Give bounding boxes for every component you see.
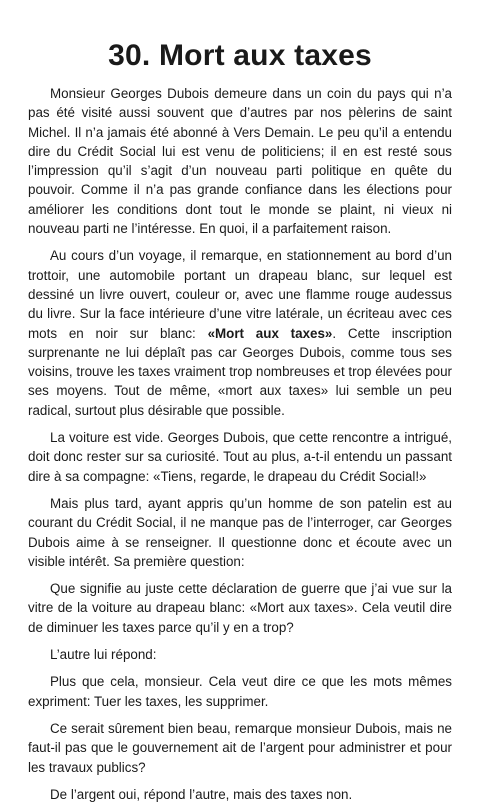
- paragraph-text: . Cette inscription surprenante ne lui déplaît pas car Georges Dubois, comme tous ses voisins, trouve les taxes vraiment trop nombreuses et trop élevées pour ses moyens. Tout de même, «mort aux taxes» lui semble un peu radical, surtout plus désirable que possible.: [28, 325, 452, 418]
- paragraph-text: Plus que cela, monsieur. Cela veut dire ce que les mots mêmes expriment: Tuer les taxes, les supprimer.: [28, 674, 452, 709]
- paragraph: [28, 246, 452, 420]
- paragraph: [28, 428, 452, 486]
- dialogue-paragraph: [28, 672, 452, 711]
- chapter-title: 30. Mort aux taxes: [108, 39, 372, 72]
- page: [28, 38, 452, 812]
- dialogue-paragraph: [28, 579, 452, 637]
- paragraph-text: Mais plus tard, ayant appris qu’un homme de son patelin est au courant du Crédit Social, il ne manque pas de l’interroger, car Georges Dubois aime à se renseigner. Il questionne donc et écoute avec un visible intérêt. Sa première question:: [28, 495, 452, 569]
- paragraph-text: La voiture est vide. Georges Dubois, que cette rencontre a intrigué, doit donc rester sur sa curiosité. Tout au plus, a-t-il entendu un passant dire à sa compagne: «Tiens, regarde, le drapeau du Crédit Social!»: [28, 430, 452, 484]
- paragraph-text: Ce serait sûrement bien beau, remarque monsieur Dubois, mais ne faut-il pas que le gouvernement ait de l’argent pour administrer et pour les travaux publics?: [28, 720, 452, 775]
- dialogue-paragraph: [28, 719, 452, 777]
- paragraph-text: L’autre lui répond:: [50, 647, 157, 663]
- emphasis-text: «Mort aux taxes»: [207, 325, 333, 341]
- paragraph-text: Au cours d’un voyage, il remarque, en stationnement au bord d’un trottoir, une automobile portant un drapeau blanc, sur lequel est dessiné un livre ouvert, couleur or, avec une flamme rouge audessus du livre. Sur la face intérieure d’une vitre latérale, un écriteau avec ces mots en noir sur blanc:: [28, 248, 452, 341]
- paragraph-text: Monsieur Georges Dubois demeure dans un coin du pays qui n’a pas été visité aussi souvent que d’autres par nos pèlerins de saint Michel. Il n’a jamais été abonné à Vers Demain. Le peu qu’il a entendu dire du Crédit Social lui est venu de politiciens; il en est resté sous l’impression qu’il s’agit d’un nouveau parti politique en quête du pouvoir. Comme il n’a pas grande confiance dans les élections pour améliorer les conditions dont tout le monde se plaint, ni vieux ni nouveau parti ne l’intéresse. En quoi, il a parfaitement raison.: [28, 86, 452, 237]
- dialogue-paragraph: [28, 785, 452, 804]
- paragraph: [28, 494, 452, 571]
- paragraph-text: De l’argent oui, répond l’autre, mais des taxes non.: [50, 786, 353, 802]
- paragraph-text: Que signifie au juste cette déclaration de guerre que j’ai vue sur la vitre de la voiture au drapeau blanc: «Mort aux taxes». Cela veutil dire de diminuer les taxes parce qu’il y en a trop?: [28, 581, 452, 635]
- paragraph: [28, 645, 452, 664]
- paragraph: [28, 84, 452, 238]
